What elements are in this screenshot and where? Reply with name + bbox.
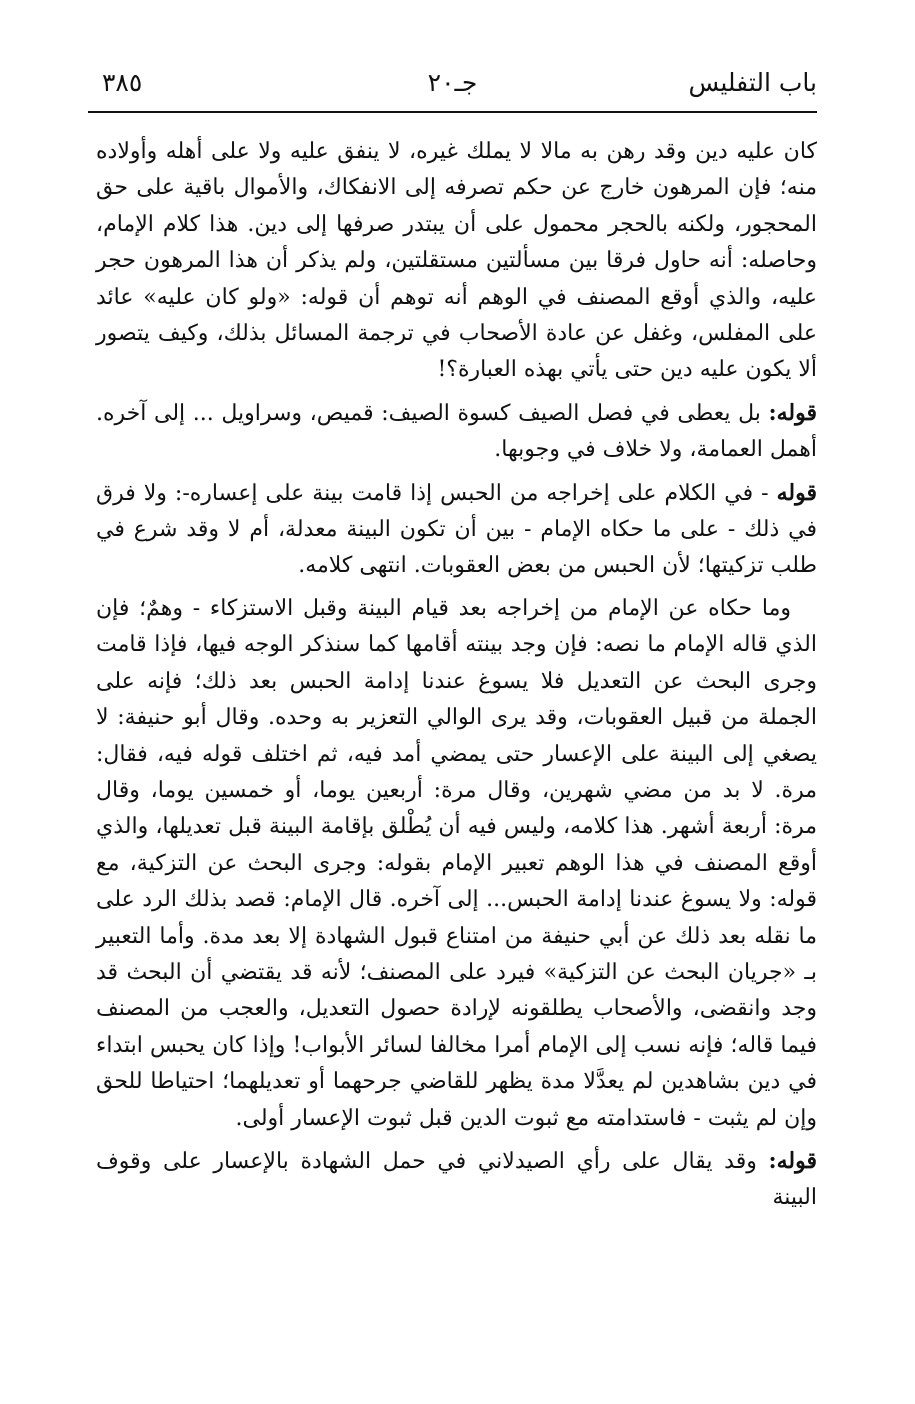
paragraph [96,475,817,585]
paragraph-lead: قوله: [768,399,817,426]
paragraph [96,591,817,1137]
paragraph-text: - في الكلام على إخراجه من الحبس إذا قامت بينة على إعساره-: ولا فرق في ذلك - على ما حكاه الإمام - بين أن تكون البينة معدلة، أم لا وقد شرع في طلب تزكيتها؛ لأن الحبس من بعض العقوبات. انتهى كلامه. [96,480,817,579]
header-divider [88,111,817,113]
paragraph-text: وقد يقال على رأي الصيدلاني في حمل الشهادة بالإعسار على وقوف البينة [96,1148,817,1211]
chapter-title: باب التفليس [688,68,817,97]
running-header [88,62,817,106]
volume-number: جـ٢٠ [427,68,478,97]
paragraph [96,395,817,469]
page-number: ٣٨٥ [102,68,143,97]
paragraph [96,134,817,389]
paragraph-lead: قوله [776,479,817,506]
body-text [96,134,817,1223]
paragraph-text: كان عليه دين وقد رهن به مالا لا يملك غيره، لا ينفق عليه ولا على أهله وأولاده منه؛ فإن المرهون خارج عن حكم تصرفه إلى الانفكاك، والأموال باقية على حق المحجور، ولكنه بالحجر محمول على أن يبتدر صرفها إلى دين. هذا كلام الإمام، وحاصله: أنه حاول فرقا بين مسألتين مستقلتين، ولم يذكر أن هذا المرهون حجر عليه، والذي أوقع المصنف في الوهم أنه توهم أن قوله: «ولو كان عليه» عائد على المفلس، وغفل عن عادة الأصحاب في ترجمة المسائل بذلك، وكيف يتصور ألا يكون عليه دين حتى يأتي بهذه العبارة؟! [96,139,817,383]
paragraph-text: بل يعطى في فصل الصيف كسوة الصيف: قميص، وسراويل ... إلى آخره. أهمل العمامة، ولا خلاف في وجوبها. [96,400,817,463]
paragraph-lead: قوله: [768,1147,817,1174]
paragraph-text: وما حكاه عن الإمام من إخراجه بعد قيام البينة وقبل الاستزكاء - وهمٌ؛ فإن الذي قاله الإمام ما نصه: فإن وجد بينته أقامها كما سنذكر الوجه فيها، فإذا قامت وجرى البحث عن التعديل فلا يسوغ عندنا إدامة الحبس بعد ذلك؛ فإنه على الجملة من قبيل العقوبات، وقد يرى الوالي التعزير به وحده. وقال أبو حنيفة: لا يصغي إلى البينة على الإعسار حتى يمضي أمد فيه، ثم اختلف قوله فيه، فقال: مرة. لا بد من مضي شهرين، وقال مرة: أربعين يوما، أو خمسين يوما، وقال مرة: أربعة أشهر. هذا كلامه، وليس فيه أن يُطْلق بإقامة البينة قبل تعديلها، والذي أوقع المصنف في هذا الوهم تعبير الإمام بقوله: وجرى البحث عن التزكية، مع قوله: ولا يسوغ عندنا إدامة الحبس... إلى آخره. قال الإمام: قصد بذلك الرد على ما نقله بعد ذلك عن أبي حنيفة من امتناع قبول الشهادة إلا بعد مدة. وأما التعبير بـ «جريان البحث عن التزكية» فيرد على المصنف؛ لأنه قد يقتضي أن البحث قد وجد وانقضى، والأصحاب يطلقونه لإرادة حصول التعديل، والعجب من المصنف فيما قاله؛ فإنه نسب إلى الإمام أمرا مخالفا لسائر الأبواب! وإذا كان يحبس ابتداء في دين بشاهدين لم يعدَّلا مدة يظهر للقاضي جرحهما أو تعديلهما؛ احتياطا للحق وإن لم يثبت - فاستدامته مع ثبوت الدين قبل ثبوت الإعسار أولى. [96,595,818,1131]
paragraph [96,1143,817,1217]
